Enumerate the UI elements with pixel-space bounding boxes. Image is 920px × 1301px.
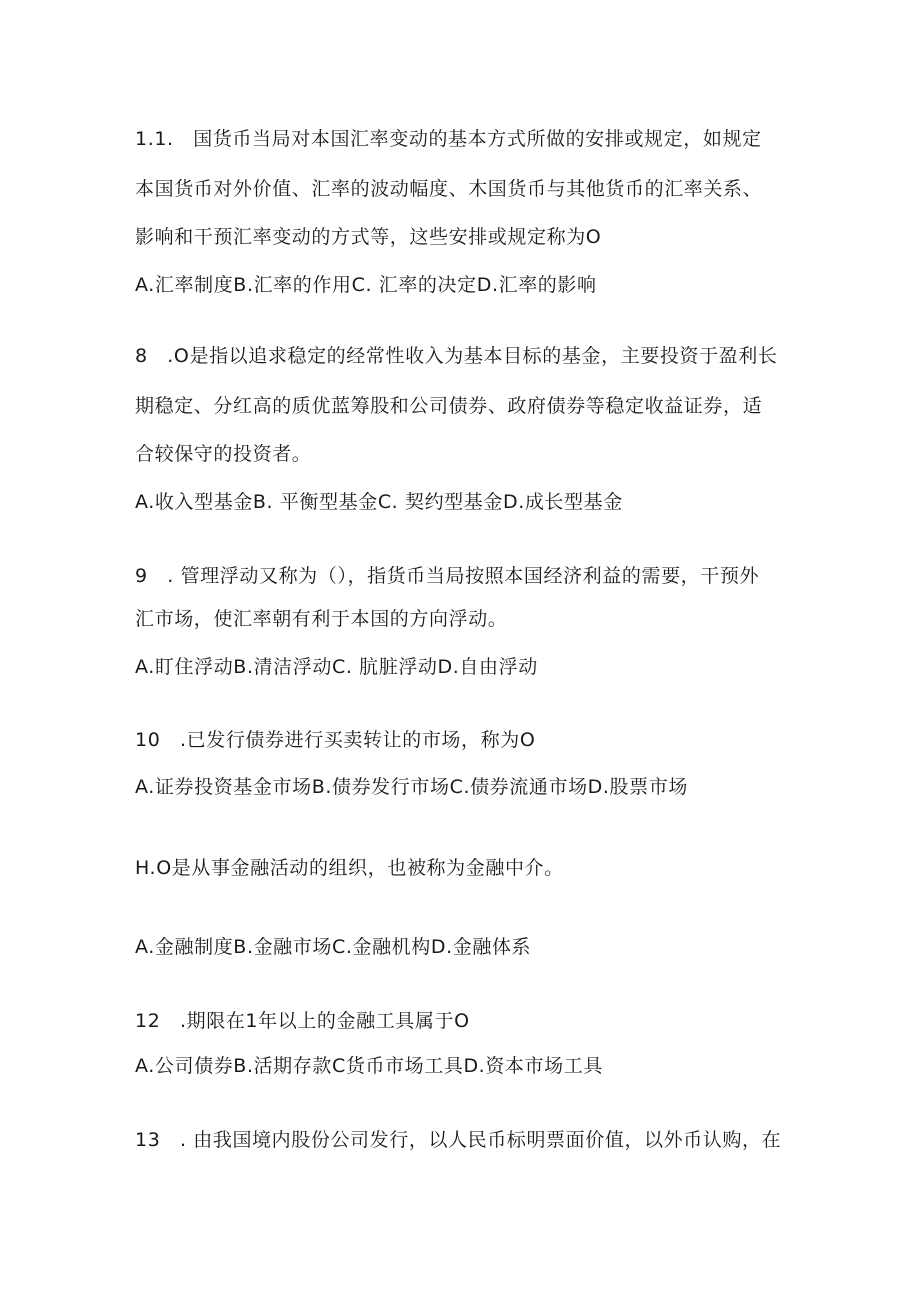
q10-line-1: 10 .已发行债券进行买卖转让的市场，称为O (135, 729, 536, 751)
q11-options: A.金融制度B.金融市场C.金融机构D.金融体系 (135, 936, 532, 958)
q8-line-2: 期稳定、分红高的质优蓝筹股和公司债券、政府债券等稳定收益证券，适 (135, 395, 763, 417)
q12-line-1: 12 .期限在1年以上的金融工具属于O (135, 1010, 470, 1032)
q1-line-2: 本国货币对外价值、汇率的波动幅度、木国货币与其他货币的汇率关系、 (135, 178, 763, 200)
q9-line-1: 9 . 管理浮动又称为（），指货币当局按照本国经济利益的需要，干预外 (135, 565, 760, 587)
q1-options: A.汇率制度B.汇率的作用C. 汇率的决定D.汇率的影响 (135, 274, 597, 296)
q13-line-1: 13 . 由我国境内股份公司发行，以人民币标明票面价值，以外币认购，在 (135, 1129, 782, 1151)
q9-options: A.盯住浮动B.清洁浮动C. 肮脏浮动D.自由浮动 (135, 656, 538, 678)
q1-line-1: 1.1. 国货币当局对本国汇率变动的基本方式所做的安排或规定，如规定 (135, 128, 762, 150)
q10-options: A.证券投资基金市场B.债券发行市场C.债券流通市场D.股票市场 (135, 776, 688, 798)
q1-line-3: 影响和干预汇率变动的方式等，这些安排或规定称为O (135, 226, 602, 248)
q11-line-1: H.O是从事金融活动的组织，也被称为金融中介。 (135, 857, 564, 879)
q9-line-2: 汇市场，使汇率朝有利于本国的方向浮动。 (135, 608, 508, 630)
q12-options: A.公司债券B.活期存款C货币市场工具D.资本市场工具 (135, 1055, 603, 1077)
q8-line-3: 合较保守的投资者。 (135, 443, 312, 465)
q8-options: A.收入型基金B. 平衡型基金C. 契约型基金D.成长型基金 (135, 491, 623, 513)
q8-line-1: 8 .O是指以追求稳定的经常性收入为基本目标的基金，主要投资于盈利长 (135, 345, 778, 367)
